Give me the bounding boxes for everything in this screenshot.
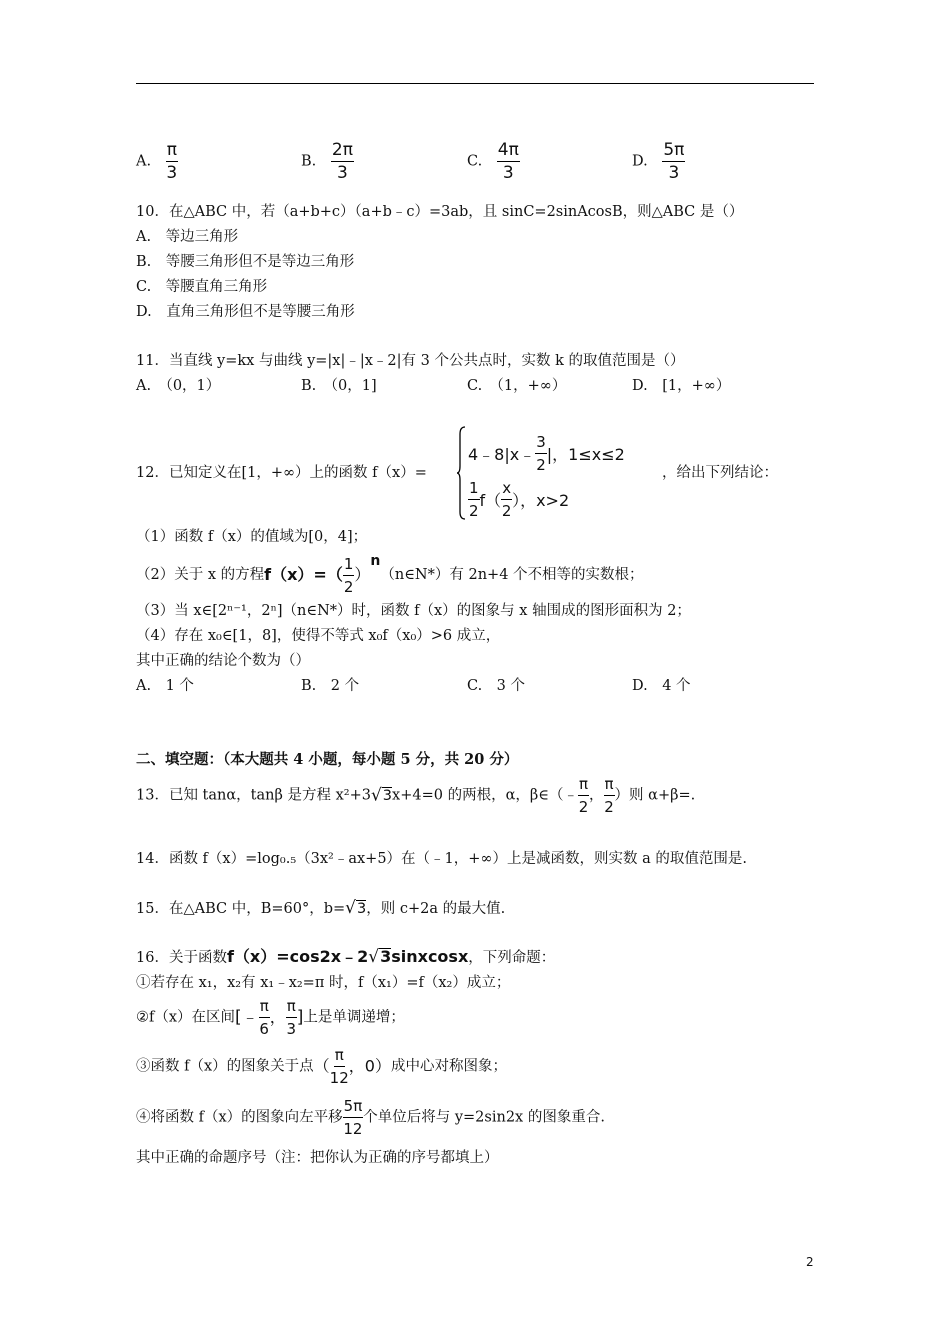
q11-option-c: C. （1，+∞） — [467, 378, 567, 394]
piecewise-case-1: 4﹣8|x﹣ $\frac{3}{2}$ |，1≤x≤2 — [468, 433, 625, 474]
q11-option-d: D. [1，+∞） — [632, 378, 731, 394]
page-number: 2 — [806, 1255, 814, 1269]
q16-stem: 16．关于函数f（x）=cos2x﹣2√3sinxcosx，下列命题： — [136, 947, 556, 967]
q12-statement-1: （1）函数 f（x）的值域为[0，4]； — [136, 529, 368, 545]
section-2-heading: 二、填空题：（本大题共 4 小题，每小题 5 分，共 20 分） — [136, 751, 519, 768]
q12-statement-3: （3）当 x∈[2ⁿ⁻¹，2ⁿ]（n∈N*）时，函数 f（x）的图象与 x 轴围成的图形面积为 2； — [136, 603, 691, 619]
q16-statement-1: ①若存在 x₁，x₂有 x₁﹣x₂=π 时，f（x₁）=f（x₂）成立； — [136, 975, 511, 991]
q12-option-d: D. 4 个 — [632, 678, 691, 694]
q12-option-c: C. 3 个 — [467, 678, 526, 694]
q13: 13．已知 tanα，tanβ 是方程 x²+3√3x+4=0 的两根，α，β∈（﹣ $\frac{\pi}{2}$ ， $\frac{\pi}{2}$ ）则 α+β=. — [136, 775, 696, 816]
q10-option-c: C. 等腰直角三角形 — [136, 279, 268, 295]
q14: 14．函数 f（x）=log₀.₅（3x²﹣ax+5）在（﹣1，+∞）上是减函数，则实数 a 的取值范围是. — [136, 851, 747, 867]
q11-option-a: A. （0，1） — [136, 378, 221, 394]
piecewise-case-2: $\frac{1}{2}$ f（ $\frac{x}{2}$ ），x>2 — [469, 479, 570, 520]
q12-ask: 其中正确的结论个数为（） — [136, 653, 310, 669]
q10-option-a: A. 等边三角形 — [136, 229, 239, 245]
piecewise-brace — [456, 426, 466, 520]
q12-stem-suffix: ，给出下列结论： — [662, 465, 778, 481]
q9-option-c: C. $\frac{4\pi}{3}$ — [467, 140, 519, 183]
q11-stem: 11．当直线 y=kx 与曲线 y=|x|﹣|x﹣2|有 3 个公共点时，实数 k 的取值范围是（） — [136, 353, 685, 369]
q12-statement-4: （4）存在 x₀∈[1，8]，使得不等式 x₀f（x₀）>6 成立， — [136, 628, 501, 644]
q10-option-d: D. 直角三角形但不是等腰三角形 — [136, 304, 355, 320]
q15: 15．在△ABC 中，B=60°，b=√3，则 c+2a 的最大值. — [136, 898, 506, 918]
q10-option-b: B. 等腰三角形但不是等边三角形 — [136, 254, 355, 270]
q12-stem-prefix: 12．已知定义在[1，+∞）上的函数 f（x）= — [136, 465, 427, 481]
q16-statement-4: ④将函数 f（x）的图象向左平移 $\frac{5\pi}{12}$ 个单位后将与 y=2sin2x 的图象重合. — [136, 1097, 605, 1138]
q9-option-d: D. $\frac{5\pi}{3}$ — [632, 140, 685, 183]
q11-option-b: B. （0，1] — [301, 378, 377, 394]
q16-statement-3: ③函数 f（x）的图象关于点（ $\frac{\pi}{12}$ ，0）成中心对称图象； — [136, 1046, 507, 1087]
q12-statement-2: （2）关于 x 的方程f（x）=（ $\frac{1}{2}$ ）n（n∈N*）有 2n+4 个不相等的实数根； — [136, 553, 644, 596]
q12-option-a: A. 1 个 — [136, 678, 194, 694]
q16-ask: 其中正确的命题序号（注：把你认为正确的序号都填上） — [136, 1150, 499, 1166]
q9-option-a: A. $\frac{\pi}{3}$ — [136, 140, 178, 183]
q10-stem: 10．在△ABC 中，若（a+b+c）（a+b﹣c）=3ab，且 sinC=2sinAcosB，则△ABC 是（） — [136, 204, 744, 220]
q12-option-b: B. 2 个 — [301, 678, 360, 694]
header-rule — [136, 83, 814, 84]
q9-option-b: B. $\frac{2\pi}{3}$ — [301, 140, 353, 183]
q16-statement-2: ②f（x）在区间[﹣ $\frac{\pi}{6}$ ， $\frac{\pi}{3}$ ]上是单调递增； — [136, 997, 405, 1038]
